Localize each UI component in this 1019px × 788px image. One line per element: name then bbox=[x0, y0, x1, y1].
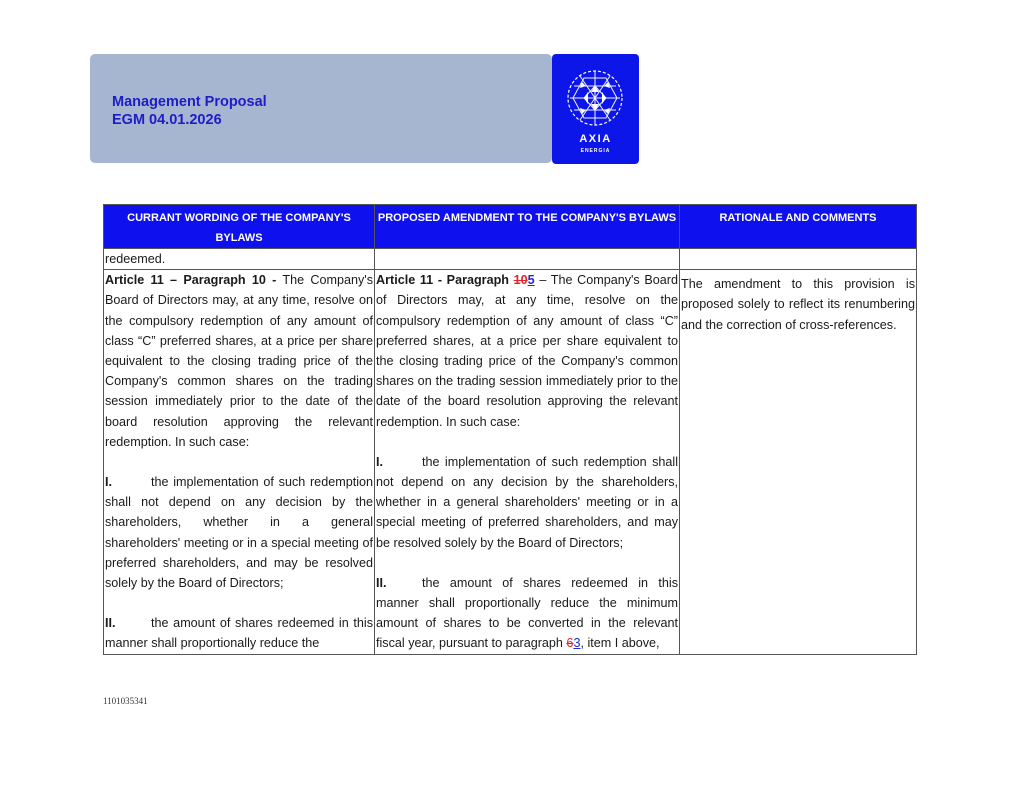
current-item-1-text: the implementation of such redemption shall not depend on any decision by the shareholders, whether in a general shareholders' meeting or in a special meeting of preferred shareholders, and may be resolved solely by the Board of Directors; bbox=[105, 475, 373, 591]
current-intro-paragraph bbox=[105, 270, 373, 452]
title-line-1: Management Proposal bbox=[112, 94, 267, 110]
table-row bbox=[104, 249, 917, 270]
proposed-item-2-text: the amount of shares redeemed in this manner shall proportionally reduce the minimum amount of shares to be converted in the relevant fiscal year, pursuant to paragraph bbox=[376, 575, 678, 651]
bylaws-comparison-table bbox=[103, 204, 917, 655]
proposed-heading-suffix: – bbox=[534, 273, 547, 288]
inserted-paragraph-number: 5 bbox=[527, 273, 535, 288]
cell-rationale-carryover bbox=[680, 249, 917, 270]
proposed-item-2-text-end: , item I above, bbox=[580, 636, 660, 651]
logo-wordmark: AXIA bbox=[579, 133, 612, 145]
header-banner bbox=[90, 54, 552, 163]
current-item-1-number: I. bbox=[105, 475, 112, 490]
header-proposed-amendment: PROPOSED AMENDMENT TO THE COMPANY'S BYLAWS bbox=[375, 205, 680, 249]
cell-rationale bbox=[680, 270, 917, 654]
deleted-paragraph-number: 10 bbox=[513, 273, 528, 288]
cell-current-carryover: redeemed. bbox=[104, 249, 375, 270]
current-item-2 bbox=[105, 613, 373, 653]
proposed-heading-prefix: Article 11 - Paragraph bbox=[376, 273, 514, 288]
title-line-2: EGM 04.01.2026 bbox=[112, 112, 222, 128]
cell-proposed-carryover bbox=[375, 249, 680, 270]
inserted-cross-reference: 3 bbox=[573, 636, 581, 651]
header-rationale: RATIONALE AND COMMENTS bbox=[680, 205, 917, 249]
proposed-intro-paragraph bbox=[376, 270, 678, 432]
proposed-item-2-number: II. bbox=[376, 575, 387, 590]
proposed-item-1-number: I. bbox=[376, 454, 383, 469]
current-item-2-text: the amount of shares redeemed in this manner shall proportionally reduce the bbox=[105, 616, 373, 651]
proposed-item-1 bbox=[376, 452, 678, 553]
proposed-intro-text: The Company's Board of Directors may, at any time, resolve on the compulsory redemption of any amount of class “C” preferred shares, at a price per share equivalent to the closing trading price of the Company's common shares on the trading session immediately prior to the date of the board resolution approving the relevant redemption. In such case: bbox=[376, 273, 678, 429]
rationale-text: The amendment to this provision is proposed solely to reflect its renumbering and the correction of cross-references. bbox=[681, 277, 915, 332]
table-row bbox=[104, 270, 917, 654]
proposed-article-heading bbox=[376, 273, 535, 287]
proposed-item-1-text: the implementation of such redemption shall not depend on any decision by the shareholders, whether in a general shareholders' meeting or in a special meeting of preferred shareholders, and may be resolved solely by the Board of Directors; bbox=[376, 454, 678, 550]
table-header-row bbox=[104, 205, 917, 249]
cell-proposed-amendment bbox=[375, 270, 680, 654]
logo-subtitle: ENERGIA bbox=[580, 148, 611, 154]
company-logo bbox=[552, 54, 639, 164]
deleted-cross-reference: 6 bbox=[566, 636, 574, 651]
document-title bbox=[112, 93, 267, 129]
globe-icon bbox=[566, 68, 625, 128]
header-current-wording: CURRANT WORDING OF THE COMPANY'S BYLAWS bbox=[104, 205, 375, 249]
proposed-item-2 bbox=[376, 573, 678, 654]
document-id: 1101035341 bbox=[103, 696, 148, 706]
current-intro-text: The Company's Board of Directors may, at any time, resolve on the compulsory redemption of any amount of class “C” preferred shares, at a price per share equivalent to the closing trading price of the Company's common shares on the trading session immediately prior to the date of the board resolution approving the relevant redemption. In such case: bbox=[105, 273, 373, 449]
current-item-2-number: II. bbox=[105, 616, 116, 631]
cell-current-wording bbox=[104, 270, 375, 654]
current-article-heading: Article 11 – Paragraph 10 - bbox=[105, 273, 277, 288]
current-item-1 bbox=[105, 472, 373, 593]
